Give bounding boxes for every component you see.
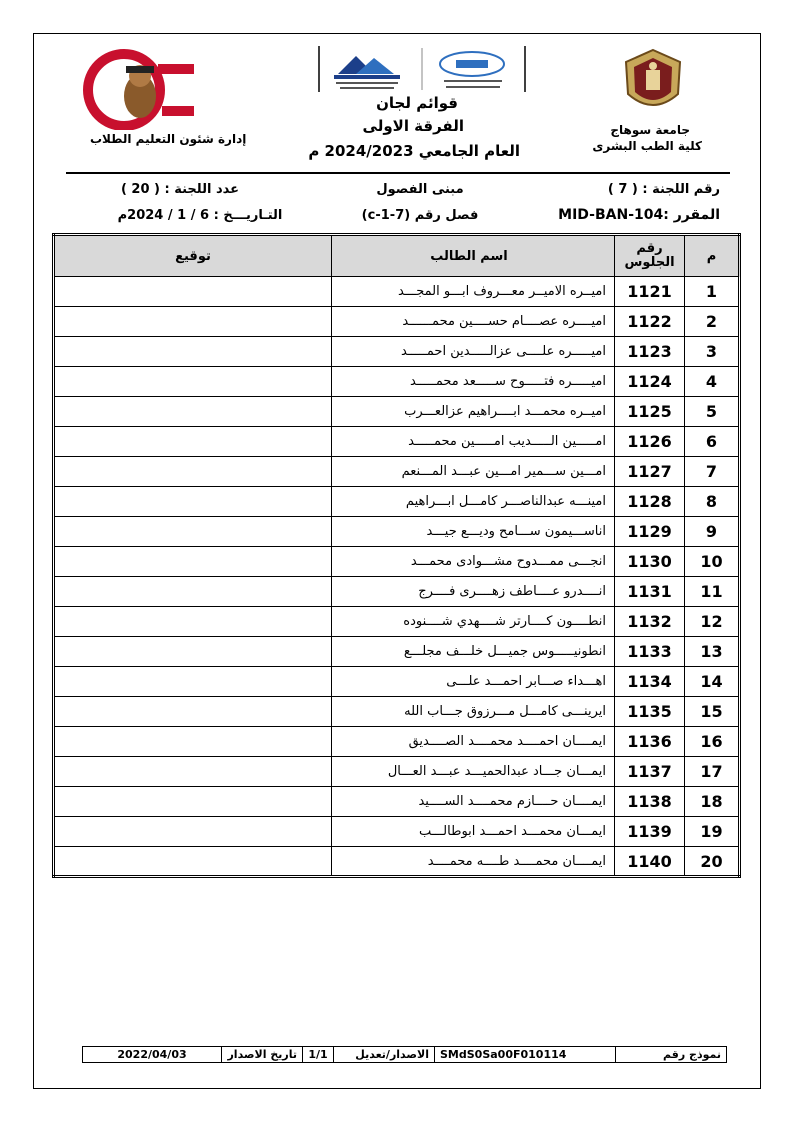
row-number: 6 xyxy=(685,427,740,457)
title-line-3: العام الجامعي 2024/2023 م xyxy=(308,142,520,160)
table-row xyxy=(54,367,740,397)
signature-cell xyxy=(54,697,332,727)
seat-number: 1124 xyxy=(615,367,685,397)
table-row xyxy=(54,337,740,367)
table-row xyxy=(54,517,740,547)
student-name: اهـــداء صـــابر احمـــد علـــى xyxy=(332,667,615,697)
header-sign: توقيع xyxy=(54,235,332,277)
student-name: اميـــــره علــــى عزالـــــدين احمـــــد xyxy=(332,337,615,367)
signature-cell xyxy=(54,337,332,367)
seat-number: 1137 xyxy=(615,757,685,787)
seat-number: 1128 xyxy=(615,487,685,517)
seat-number: 1132 xyxy=(615,607,685,637)
form-number-label: نموذج رقم xyxy=(616,1047,727,1063)
seat-number: 1131 xyxy=(615,577,685,607)
seat-number: 1134 xyxy=(615,667,685,697)
classroom-number: فصل رقم (7-1-c) xyxy=(361,208,479,223)
student-name: اميـــــره فتـــــوح ســـــعد محمـــــد xyxy=(332,367,615,397)
student-name: ايمــــان احمــــد محمــــد الصــــديق xyxy=(332,727,615,757)
table-row xyxy=(54,607,740,637)
row-number: 13 xyxy=(685,637,740,667)
row-number: 18 xyxy=(685,787,740,817)
table-row xyxy=(54,307,740,337)
signature-cell xyxy=(54,277,332,307)
row-number: 14 xyxy=(685,667,740,697)
seat-number: 1136 xyxy=(615,727,685,757)
issue-date: 2022/04/03 xyxy=(83,1047,222,1063)
seat-number: 1140 xyxy=(615,847,685,877)
table-row xyxy=(54,787,740,817)
table-row xyxy=(54,637,740,667)
seat-number: 1138 xyxy=(615,787,685,817)
course-code: المقرر :MID-BAN-104 xyxy=(558,207,720,223)
row-number: 15 xyxy=(685,697,740,727)
table-row xyxy=(54,847,740,877)
seat-number: 1126 xyxy=(615,427,685,457)
signature-cell xyxy=(54,607,332,637)
header-num: م xyxy=(685,235,740,277)
seat-number: 1127 xyxy=(615,457,685,487)
exam-date: التـاريـــخ : 6 / 1 / 2024م xyxy=(117,208,283,223)
student-name: انطونيـــــوس جميـــل خلـــف مجلـــع xyxy=(332,637,615,667)
title-line-1: قوائم لجان xyxy=(376,94,458,112)
student-name: اميــره محمـــد ابــــراهيم عزالعـــرب xyxy=(332,397,615,427)
signature-cell xyxy=(54,787,332,817)
student-name: انطــــون كــــارتر شــــهدي شــــنوده xyxy=(332,607,615,637)
table-row xyxy=(54,817,740,847)
row-number: 19 xyxy=(685,817,740,847)
department-label: إدارة شئون التعليم الطلاب xyxy=(90,132,247,146)
table-row xyxy=(54,487,740,517)
signature-cell xyxy=(54,847,332,877)
committee-number: رقم اللجنة : ( 7 ) xyxy=(607,182,720,197)
student-name: اميــــره عصــــام حســــين محمــــــد xyxy=(332,307,615,337)
signature-cell xyxy=(54,367,332,397)
signature-cell xyxy=(54,817,332,847)
table-row xyxy=(54,457,740,487)
table-row xyxy=(54,757,740,787)
row-number: 4 xyxy=(685,367,740,397)
table-row xyxy=(54,727,740,757)
university-emblem xyxy=(622,48,684,118)
seat-number: 1129 xyxy=(615,517,685,547)
table-row xyxy=(54,547,740,577)
table-row xyxy=(54,427,740,457)
signature-cell xyxy=(54,637,332,667)
form-number: SMdS0Sa00F010114 xyxy=(435,1047,616,1063)
table-header-row xyxy=(54,235,740,277)
student-name: امينـــه عبدالناصـــر كامـــل ابـــراهيم xyxy=(332,487,615,517)
seat-number: 1121 xyxy=(615,277,685,307)
signature-cell xyxy=(54,667,332,697)
seat-number: 1125 xyxy=(615,397,685,427)
student-name: ايمـــان محمـــد احمـــد ابوطالـــب xyxy=(332,817,615,847)
seat-number: 1123 xyxy=(615,337,685,367)
seat-number: 1139 xyxy=(615,817,685,847)
student-name: امـــــين الـــــديب امـــــين محمـــــد xyxy=(332,427,615,457)
version-label: الاصدار/تعديل xyxy=(334,1047,435,1063)
seat-number: 1135 xyxy=(615,697,685,727)
student-name: ايمــــان محمــــد طــــه محمــــد xyxy=(332,847,615,877)
accreditation-logos xyxy=(316,46,528,92)
student-name: امـــين ســـمير امـــين عبـــد المـــنعم xyxy=(332,457,615,487)
student-name: ايرينـــى كامـــل مـــرزوق جـــاب الله xyxy=(332,697,615,727)
row-number: 17 xyxy=(685,757,740,787)
row-number: 11 xyxy=(685,577,740,607)
signature-cell xyxy=(54,517,332,547)
form-footer xyxy=(82,1046,727,1063)
signature-cell xyxy=(54,427,332,457)
seat-number: 1130 xyxy=(615,547,685,577)
student-name: ايمـــان جـــاد عبدالحميـــد عبـــد العـــال xyxy=(332,757,615,787)
header-name: اسم الطالب xyxy=(332,235,615,277)
table-row xyxy=(54,697,740,727)
student-name: ايمــــان حــــازم محمــــد الســــيد xyxy=(332,787,615,817)
row-number: 20 xyxy=(685,847,740,877)
faculty-name: كلية الطب البشرى xyxy=(592,139,702,153)
committee-count: عدد اللجنة : ( 20 ) xyxy=(120,182,240,197)
student-table xyxy=(52,233,741,878)
signature-cell xyxy=(54,487,332,517)
seat-number: 1122 xyxy=(615,307,685,337)
row-number: 7 xyxy=(685,457,740,487)
student-affairs-logo xyxy=(78,46,206,130)
version-value: 1/1 xyxy=(303,1047,334,1063)
row-number: 9 xyxy=(685,517,740,547)
table-row xyxy=(54,277,740,307)
signature-cell xyxy=(54,457,332,487)
signature-cell xyxy=(54,547,332,577)
row-number: 3 xyxy=(685,337,740,367)
table-row xyxy=(54,667,740,697)
table-row xyxy=(54,397,740,427)
signature-cell xyxy=(54,757,332,787)
header-divider xyxy=(66,172,730,174)
student-name: اناســـيمون ســـامح وديـــع جيـــد xyxy=(332,517,615,547)
student-name: انــــدرو عــــاطف زهــــرى فــــرج xyxy=(332,577,615,607)
student-name: اميــره الاميــر معـــروف ابـــو المجـــد xyxy=(332,277,615,307)
seat-number: 1133 xyxy=(615,637,685,667)
header-seat: رقم الجلوس xyxy=(615,235,685,277)
row-number: 12 xyxy=(685,607,740,637)
row-number: 8 xyxy=(685,487,740,517)
row-number: 1 xyxy=(685,277,740,307)
row-number: 16 xyxy=(685,727,740,757)
signature-cell xyxy=(54,577,332,607)
building-name: مبنى الفصول xyxy=(376,182,464,197)
student-name: انجـــى ممـــدوح مشـــوادى محمـــد xyxy=(332,547,615,577)
signature-cell xyxy=(54,727,332,757)
signature-cell xyxy=(54,307,332,337)
issue-date-label: تاريخ الاصدار xyxy=(222,1047,303,1063)
university-name: جامعة سوهاج xyxy=(610,123,690,137)
table-row xyxy=(54,577,740,607)
row-number: 5 xyxy=(685,397,740,427)
title-line-2: الفرقة الاولى xyxy=(362,117,464,135)
row-number: 10 xyxy=(685,547,740,577)
signature-cell xyxy=(54,397,332,427)
row-number: 2 xyxy=(685,307,740,337)
